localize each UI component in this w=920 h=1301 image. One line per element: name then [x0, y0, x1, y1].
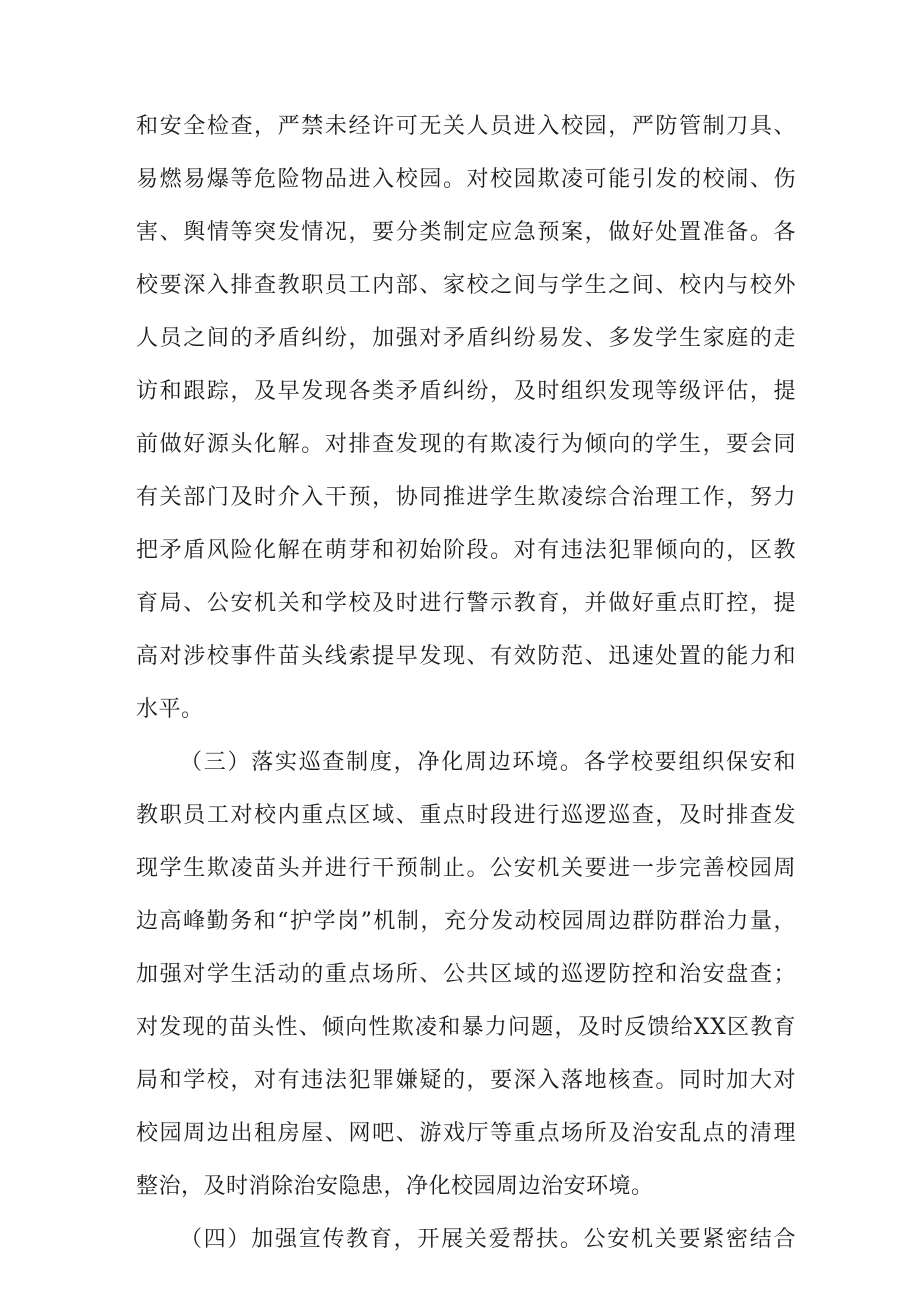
text-line: 易燃易爆等危险物品进入校园。对校园欺凌可能引发的校闹、伤	[136, 167, 796, 192]
text-line: 有关部门及时介入干预，协同推进学生欺凌综合治理工作，努力	[136, 485, 796, 510]
text-line: 校园周边出租房屋、网吧、游戏厅等重点场所及治安乱点的清理	[136, 1121, 796, 1146]
text-line: 高对涉校事件苗头线索提早发现、有效防范、迅速处置的能力和	[136, 644, 796, 669]
text-line: 现学生欺凌苗头并进行干预制止。公安机关要进一步完善校园周	[136, 856, 796, 881]
text-line: 访和跟踪，及早发现各类矛盾纠纷，及时组织发现等级评估，提	[136, 379, 796, 404]
text-line: 害、舆情等突发情况，要分类制定应急预案，做好处置准备。各	[136, 220, 796, 245]
text-line: 整治，及时消除治安隐患，净化校园周边治安环境。	[136, 1174, 654, 1199]
text-line: 育局、公安机关和学校及时进行警示教育，并做好重点盯控，提	[136, 591, 796, 616]
text-line: 前做好源头化解。对排查发现的有欺凌行为倾向的学生，要会同	[136, 432, 796, 457]
text-line: 加强对学生活动的重点场所、公共区域的巡逻防控和治安盘查；	[136, 962, 796, 987]
text-line: 教职员工对校内重点区域、重点时段进行巡逻巡查，及时排查发	[136, 803, 796, 828]
text-line: 校要深入排查教职员工内部、家校之间与学生之间、校内与校外	[136, 273, 796, 298]
section-heading-line: （三）落实巡查制度，净化周边环境。各学校要组织保安和	[180, 750, 796, 775]
text-line: 局和学校，对有违法犯罪嫌疑的，要深入落地核查。同时加大对	[136, 1068, 796, 1093]
text-line: 和安全检查，严禁未经许可无关人员进入校园，严防管制刀具、	[136, 114, 796, 139]
text-line: 边高峰勤务和“护学岗”机制，充分发动校园周边群防群治力量，	[136, 909, 796, 934]
text-line: 对发现的苗头性、倾向性欺凌和暴力问题，及时反馈给XX区教育	[136, 1015, 796, 1040]
text-line: 水平。	[136, 697, 204, 722]
section-heading-line: （四）加强宣传教育，开展关爱帮扶。公安机关要紧密结合	[180, 1227, 796, 1252]
text-line: 人员之间的矛盾纠纷，加强对矛盾纠纷易发、多发学生家庭的走	[136, 326, 796, 351]
text-line: 把矛盾风险化解在萌芽和初始阶段。对有违法犯罪倾向的，区教	[136, 538, 796, 563]
